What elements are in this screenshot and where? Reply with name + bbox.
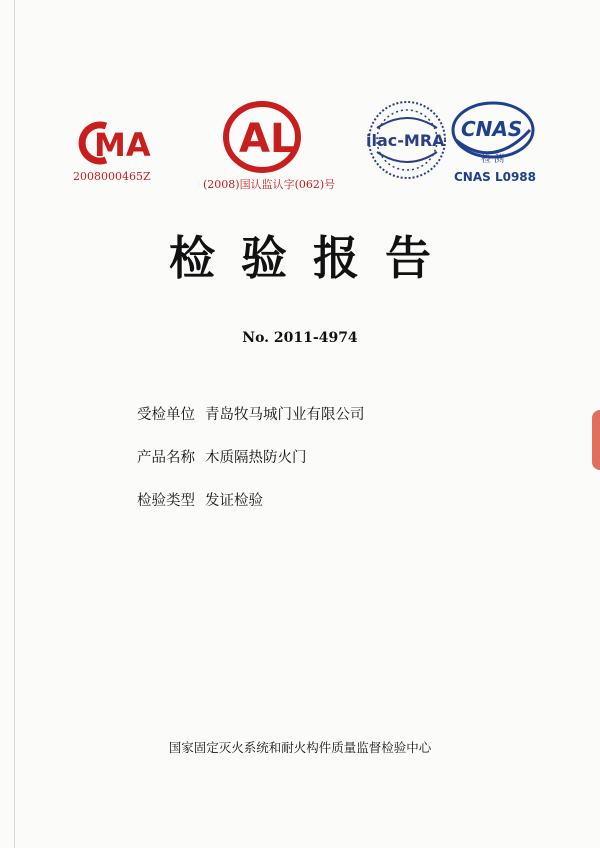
page-edge [14,0,15,848]
field-value: 发证检验 [205,493,263,509]
ilac-mra-logo-icon [362,98,452,182]
cal-logo-text: AL [239,116,296,162]
field-label: 受检单位 [137,407,195,423]
cal-logo-icon [222,100,302,174]
field-label: 产品名称 [137,450,195,466]
cal-number: (2008)国认监认字(062)号 [203,178,336,191]
field-value: 青岛牧马城门业有限公司 [205,407,365,423]
cnas-logo-text: CNAS [461,117,523,141]
cma-logo-icon [76,120,162,166]
ilac-logo-text: ilac-MRA [366,131,445,150]
cnas-logo-sub: 检 测 [481,154,505,165]
cma-logo-text: MA [94,126,151,164]
issuing-organization: 国家固定灭火系统和耐火构件质量监督检验中心 [168,740,432,755]
field-label: 检验类型 [137,493,195,509]
seal-edge-mark [592,410,600,470]
field-value: 木质隔热防火门 [205,450,307,466]
report-number: No. 2011-4974 [242,330,358,346]
field-inspected-unit [137,403,365,424]
cma-number: 2008000465Z [73,170,151,183]
cnas-number: CNAS L0988 [454,170,537,184]
cnas-logo-icon [450,100,536,170]
field-inspection-type [137,489,263,510]
field-product-name [137,446,307,467]
report-title: 检验报告 [169,231,457,285]
